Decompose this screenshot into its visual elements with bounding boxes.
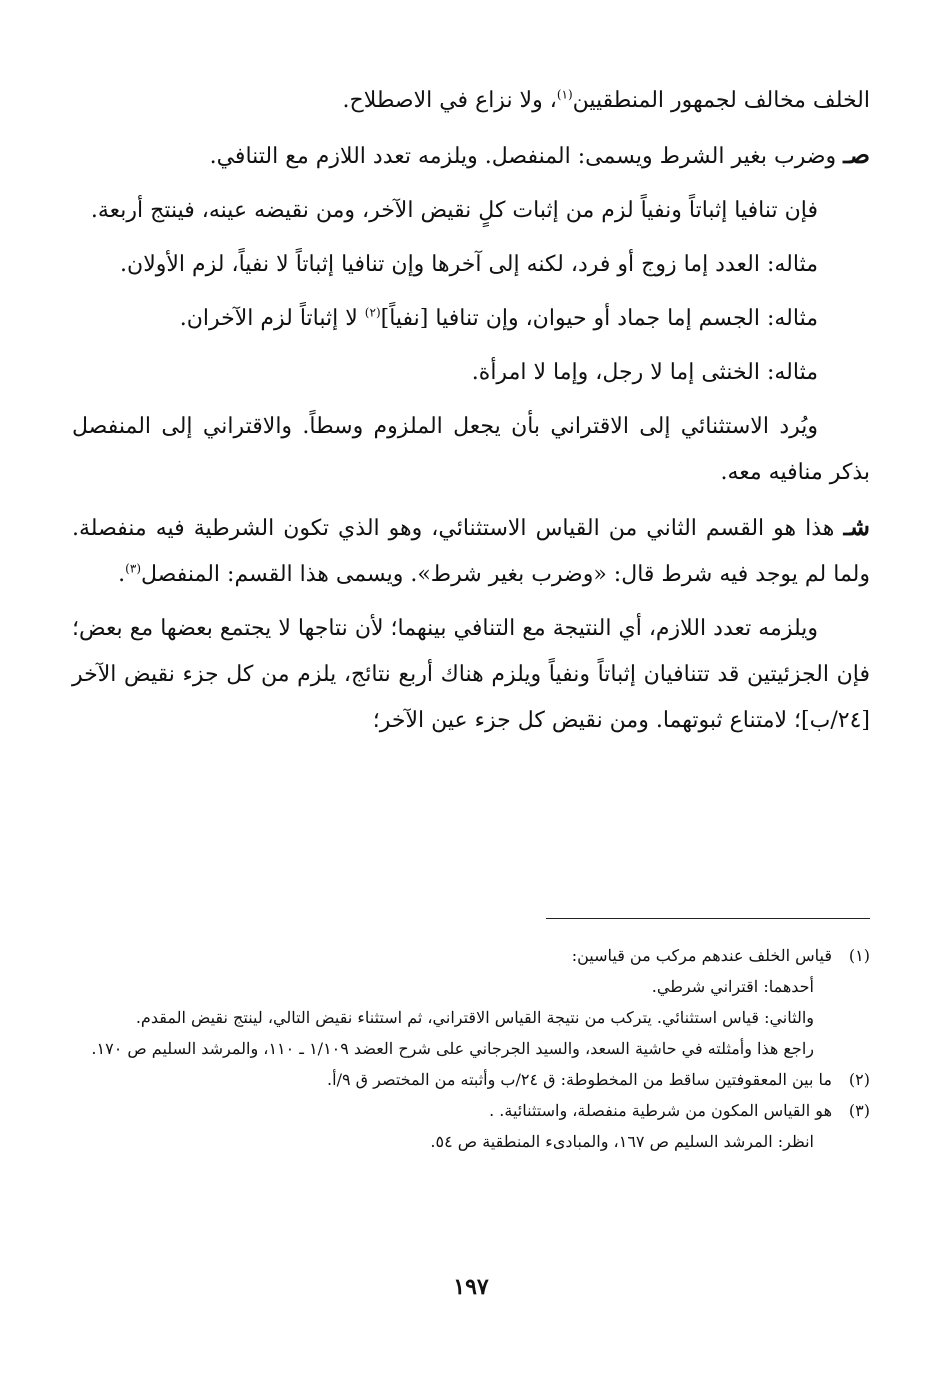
footnote-divider (546, 918, 870, 919)
footnote-text: قياس الخلف عندهم مركب من قياسين: (571, 946, 832, 965)
paragraph (72, 242, 870, 288)
footnote-text: والثاني: قياس استثنائي. يتركب من نتيجة القياس الاقتراني، ثم استثناء نقيض التالي، لينتج نقيض المقدم. (135, 1008, 814, 1027)
paragraph-text: مثاله: العدد إما زوج أو فرد، لكنه إلى آخرها وإن تنافيا إثباتاً لا نفياً، لزم الأولان. (120, 252, 818, 277)
footnotes (72, 940, 870, 1157)
footnote-ref: (١) (556, 87, 573, 102)
marker-dash: ـ (843, 143, 850, 169)
footnote-text: أحدهما: اقتراني شرطي. (651, 977, 814, 996)
paragraph-text: . (118, 562, 126, 587)
footnote-ref: (٣) (125, 561, 141, 576)
footnote-text: ما بين المعقوفتين ساقط من المخطوطة: ق ٢٤/ب وأثبته من المختصر ق ٩/أ. (327, 1070, 832, 1089)
main-text (72, 78, 870, 752)
paragraph-text: ويُرد الاستثنائي إلى الاقتراني بأن يجعل الملزوم وسطاً. والاقتراني إلى المنفصل بذكر منافيه معه. (72, 414, 870, 485)
paragraph-text: لا إثباتاً لزم الآخران. (179, 306, 365, 331)
marker-dash: ـ (843, 515, 850, 541)
paragraph-text: هذا هو القسم الثاني من القياس الاستثنائي، وهو الذي تكون الشرطية فيه منفصلة. ولما لم يوجد فيه شرط قال: «وضرب بغير شرط». ويسمى هذا القسم: المنفصل (72, 516, 870, 587)
footnote-number: (٣) (848, 1101, 870, 1120)
footnote-ref: (٢) (364, 305, 381, 320)
footnote-text: انظر: المرشد السليم ص ١٦٧، والمبادىء المنطقية ص ٥٤. (430, 1132, 814, 1151)
paragraph (72, 296, 870, 342)
footnote-3 (72, 1095, 870, 1157)
paragraph-text: مثاله: الخنثى إما لا رجل، وإما لا امرأة. (471, 360, 818, 385)
footnote-body (72, 1064, 832, 1095)
footnote-body (72, 940, 832, 1064)
footnote-number: (٢) (848, 1070, 870, 1089)
page-number: ١٩٧ (453, 1274, 489, 1300)
paragraph-text: ويلزمه تعدد اللازم، أي النتيجة مع التنافي بينهما؛ لأن نتاجها لا يجتمع بعضها مع بعض؛ فإن الجزئيتين قد تتنافيان إثباتاً ونفياً ويلزم هناك أربع نتائج، يلزم من كل جزء نقيض الآخر [٢٤/ب]؛ لامتناع ثبوتهما. ومن نقيض كل جزء عين الآخر؛ (72, 616, 870, 733)
paragraph-text: مثاله: الجسم إما جماد أو حيوان، وإن تنافيا [نفياً] (380, 306, 818, 331)
sharh-marker: ش (849, 512, 870, 541)
footnote-body (72, 1095, 832, 1157)
footnote-2 (72, 1064, 870, 1095)
paragraph (72, 78, 870, 124)
paragraph-text: فإن تنافيا إثباتاً ونفياً لزم من إثبات كلٍ نقيض الآخر، ومن نقيضه عينه، فينتج أربعة. (90, 198, 818, 223)
paragraph (72, 606, 870, 744)
footnote-1 (72, 940, 870, 1064)
paragraph (72, 188, 870, 234)
paragraph-text: وضرب بغير الشرط ويسمى: المنفصل. ويلزمه تعدد اللازم مع التنافي. (209, 144, 844, 169)
matn-marker: ص (849, 140, 870, 169)
footnote-text: هو القياس المكون من شرطية منفصلة، واستثنائية. . (489, 1101, 832, 1120)
matn-paragraph (72, 132, 870, 180)
sharh-paragraph (72, 504, 870, 598)
paragraph (72, 404, 870, 496)
paragraph-text: الخلف مخالف لجمهور المنطقيين (572, 88, 870, 113)
footnote-number: (١) (848, 946, 870, 965)
paragraph (72, 350, 870, 396)
footnote-text: راجع هذا وأمثلته في حاشية السعد، والسيد الجرجاني على شرح العضد ١/١٠٩ ـ ١١٠، والمرشد السليم ص ١٧٠. (91, 1039, 814, 1058)
paragraph-text: ، ولا نزاع في الاصطلاح. (342, 88, 557, 113)
